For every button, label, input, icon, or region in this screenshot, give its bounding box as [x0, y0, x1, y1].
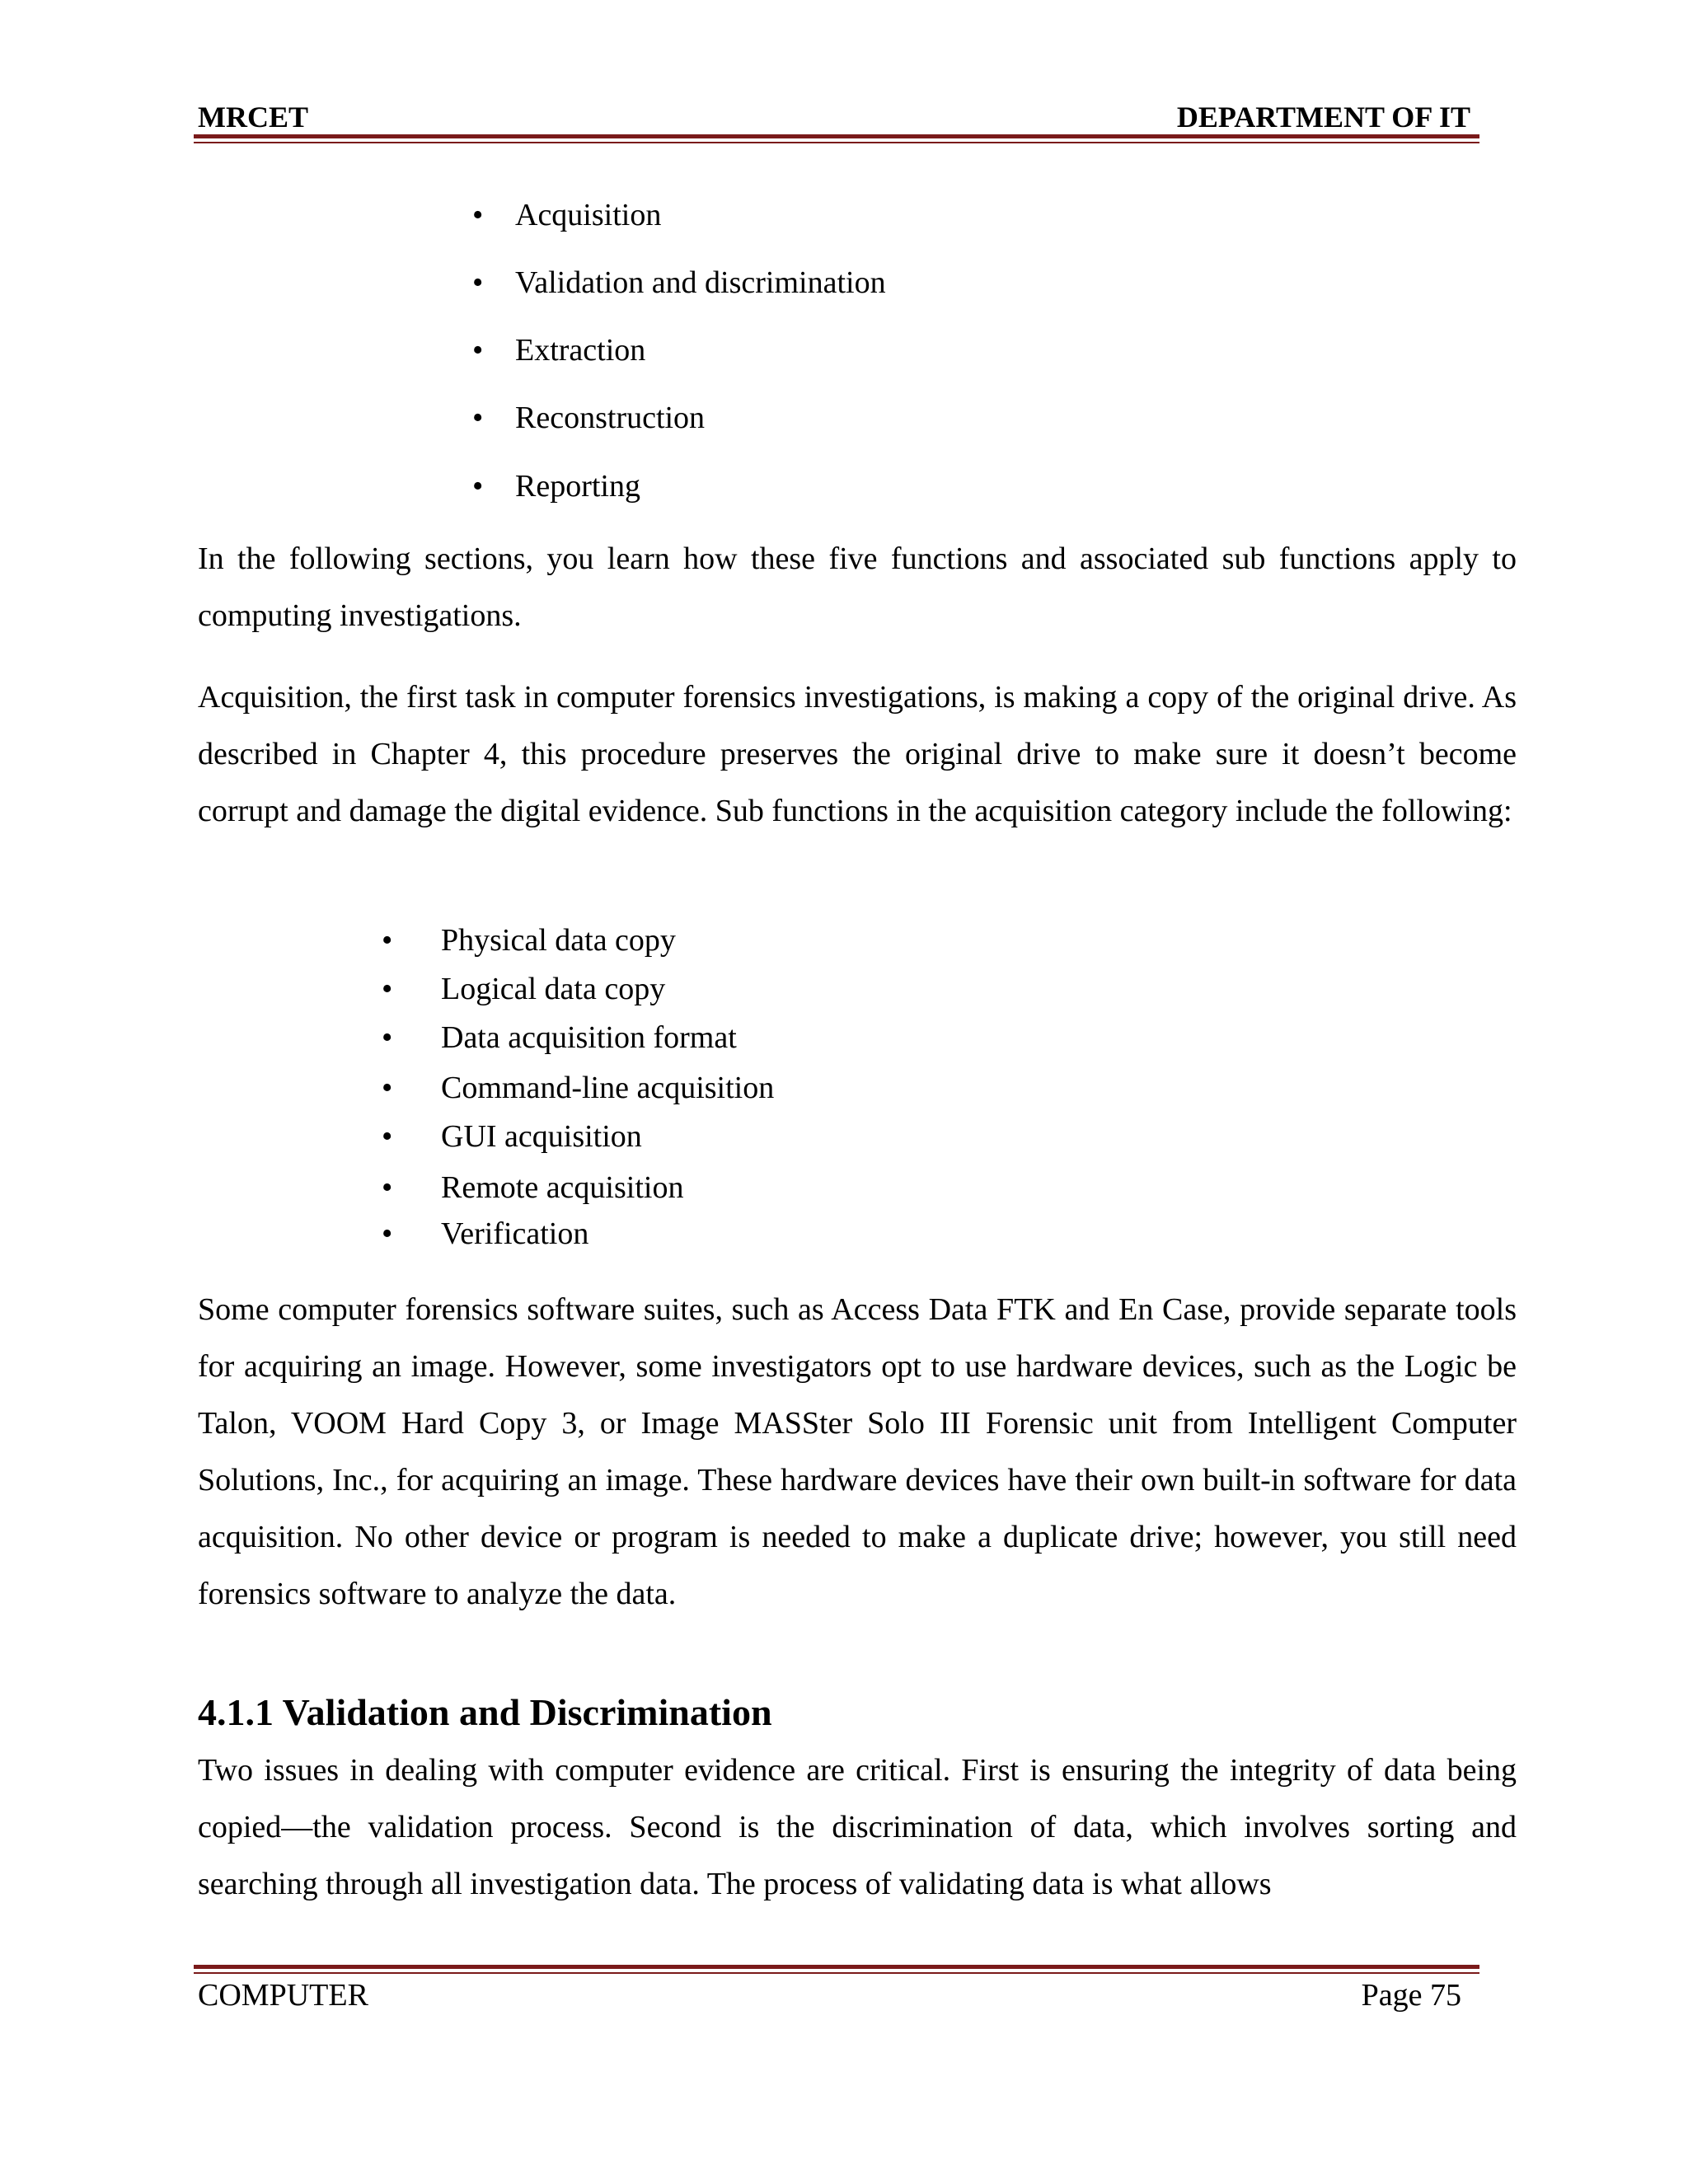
list-item: • GUI acquisition [382, 1119, 642, 1154]
section-heading: 4.1.1 Validation and Discrimination [198, 1691, 772, 1733]
bullet-icon: • [472, 401, 484, 435]
header-department: DEPARTMENT OF IT [1176, 101, 1470, 134]
list-item: • Reporting [472, 469, 640, 504]
bullet-icon: • [382, 1071, 393, 1105]
list-item: • Extraction [472, 333, 646, 368]
bullet-icon: • [382, 1216, 393, 1251]
footer-subject: COMPUTER [198, 1978, 368, 2013]
page-number: Page 75 [1361, 1978, 1461, 2013]
list-item: • Reconstruction [472, 401, 706, 435]
footer-rule-top [194, 1965, 1479, 1969]
bullet-icon: • [382, 972, 393, 1006]
list-item: • Logical data copy [382, 972, 666, 1006]
bullet-icon: • [382, 1170, 393, 1205]
list-item: • Physical data copy [382, 923, 676, 958]
list-item: • Data acquisition format [382, 1020, 737, 1055]
bullet-icon: • [382, 1119, 393, 1154]
bullet-icon: • [472, 469, 484, 504]
header-institution: MRCET [198, 101, 308, 134]
list-item: • Remote acquisition [382, 1170, 684, 1205]
paragraph-intro: In the following sections, you learn how these five functions and associated sub functions apply to computing investigations. [198, 541, 1517, 633]
bullet-icon: • [382, 1020, 393, 1055]
footer-rule-bottom [194, 1972, 1479, 1974]
bullet-icon: • [472, 333, 484, 368]
list-item: • Verification [382, 1216, 589, 1251]
list-item: • Command-line acquisition [382, 1071, 775, 1105]
bullet-icon: • [382, 923, 393, 958]
paragraph-validation: Two issues in dealing with computer evidence are critical. First is ensuring the integrity of data being copied—the validation process. Second is the discrimination of data, which involves sorting and searching through all investigation data. The process of validating data is what allows [198, 1753, 1517, 1901]
paragraph-acquisition: Acquisition, the first task in computer forensics investigations, is making a copy of the original drive. As described in Chapter 4, this procedure preserves the original drive to make sure it doesn’t become corrupt and damage the digital evidence. Sub functions in the acquisition category include the following: [198, 680, 1517, 828]
header-rule-top [194, 134, 1479, 138]
list-item: • Validation and discrimination [472, 265, 886, 300]
bullet-icon: • [472, 265, 484, 300]
bullet-icon: • [472, 198, 484, 232]
paragraph-hardware-tools: Some computer forensics software suites, such as Access Data FTK and En Case, provide separate tools for acquiring an image. However, some investigators opt to use hardware devices, such as the Logic be Talon, VOOM Hard Copy 3, or Image MASSter Solo III Forensic unit from Intelligent Computer Solutions, Inc., for acquiring an image. These hardware devices have their own built-in software for data acquisition. No other device or program is needed to make a duplicate drive; however, you still need forensics software to analyze the data. [198, 1292, 1517, 1611]
header-rule-bottom [194, 142, 1479, 143]
list-item: • Acquisition [472, 198, 662, 232]
